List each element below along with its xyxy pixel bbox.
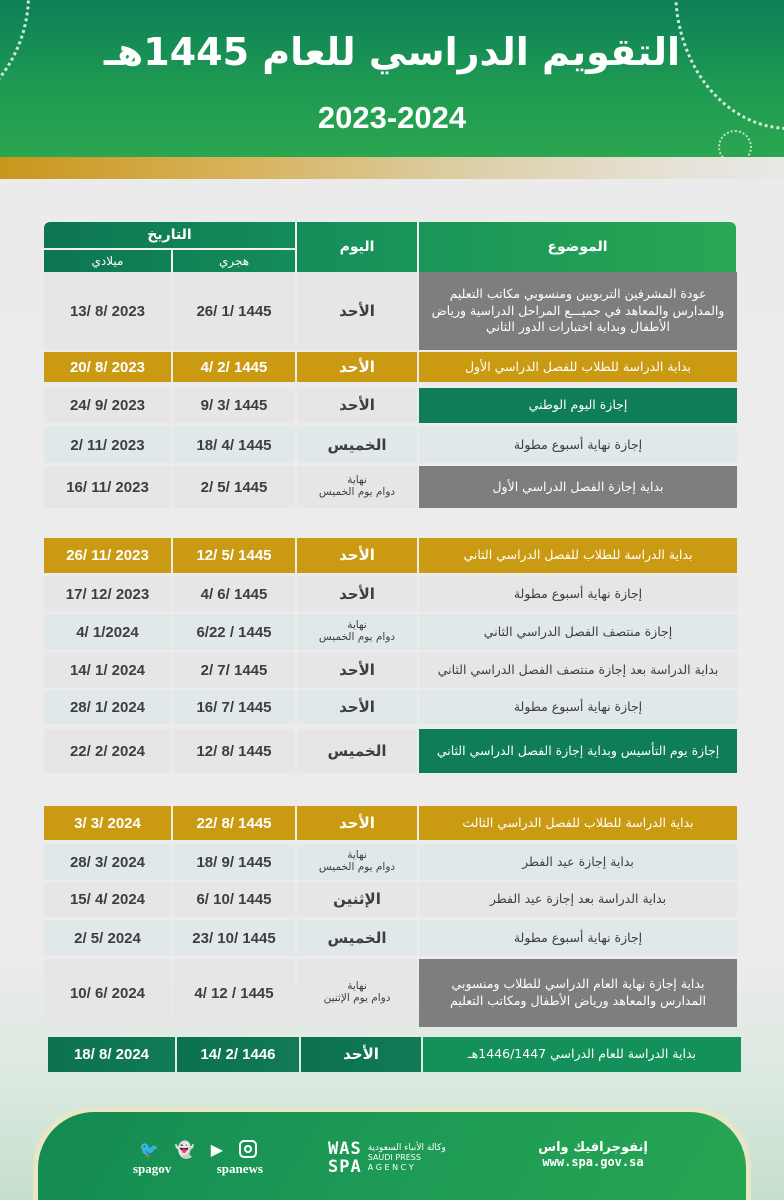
table-row xyxy=(44,844,737,880)
agency-name-en-1: SAUDI PRESS xyxy=(367,1153,421,1162)
hijri-date: 18/ 4/ 1445 xyxy=(173,427,295,463)
gregorian-date: 2/ 5/ 2024 xyxy=(44,920,171,956)
event-subject: إجازة نهاية أسبوع مطولة xyxy=(419,427,737,463)
page-subtitle: 2023-2024 xyxy=(317,100,467,135)
calendar-table xyxy=(44,222,737,272)
day-name: الأحد xyxy=(297,352,417,382)
hijri-date: 6/22 / 1445 xyxy=(173,614,295,650)
table-row xyxy=(44,729,737,773)
table-row xyxy=(44,538,737,573)
table-row xyxy=(44,576,737,612)
twitter-icon[interactable]: 🐦 xyxy=(139,1140,159,1159)
youtube-icon[interactable]: ▶ xyxy=(210,1140,224,1159)
footer-card xyxy=(38,1112,746,1200)
table-row xyxy=(44,466,737,508)
gregorian-date: 10/ 6/ 2024 xyxy=(44,959,171,1027)
gregorian-date: 24/ 9/ 2023 xyxy=(44,388,171,423)
agency-name-ar: وكالة الأنباء السعودية xyxy=(367,1143,446,1153)
event-subject: بداية الدراسة بعد إجازة منتصف الفصل الدراسي الثاني xyxy=(419,652,737,688)
hijri-date: 4/ 2/ 1445 xyxy=(173,352,295,382)
table-row xyxy=(44,959,737,1027)
gold-divider-stripe xyxy=(0,157,784,179)
day-name: الأحد xyxy=(301,1037,421,1072)
event-subject: عودة المشرفين التربويين ومنسوبي مكاتب التعليم والمدارس والمعاهد في جميـــع المراحل الدراسية ورياض الأطفال وبداية اختبارات الدور الثاني xyxy=(419,272,737,350)
day-name: نهاية دوام يوم الخميس xyxy=(297,614,417,650)
page-title: التقويم الدراسي للعام 1445هـ xyxy=(103,30,681,74)
table-row xyxy=(48,1037,741,1072)
day-name: نهاية دوام يوم الخميس xyxy=(297,844,417,880)
event-subject: بداية الدراسة بعد إجازة عيد الفطر xyxy=(419,882,737,917)
social-handle-spanews[interactable]: spanews xyxy=(216,1161,263,1176)
hijri-date: 6/ 10/ 1445 xyxy=(173,882,295,917)
divider xyxy=(417,222,419,272)
event-subject: بداية إجازة عيد الفطر xyxy=(419,844,737,880)
website-link[interactable]: www.spa.gov.sa xyxy=(542,1155,644,1169)
spa-logo xyxy=(328,1140,458,1176)
gregorian-date: 20/ 8/ 2023 xyxy=(44,352,171,382)
header-day: اليوم xyxy=(339,239,375,255)
event-subject: بداية الدراسة للعام الدراسي 1446/1447هـ xyxy=(423,1037,741,1072)
header-banner xyxy=(0,0,784,157)
table-row xyxy=(44,614,737,650)
infographic-credit xyxy=(538,1140,648,1169)
hijri-date: 2/ 5/ 1445 xyxy=(173,466,295,508)
gregorian-date: 28/ 1/ 2024 xyxy=(44,690,171,724)
social-links xyxy=(133,1140,263,1177)
header-hijri: هجري xyxy=(218,254,250,268)
snapchat-icon[interactable]: 👻 xyxy=(174,1140,195,1159)
hijri-date: 22/ 8/ 1445 xyxy=(173,806,295,840)
day-name: الخميس xyxy=(297,427,417,463)
event-subject: إجازة نهاية أسبوع مطولة xyxy=(419,690,737,724)
table-row xyxy=(44,806,737,840)
day-name: الأحد xyxy=(297,690,417,724)
agency-name-en-2: A G E N C Y xyxy=(367,1163,414,1172)
table-row xyxy=(44,427,737,463)
hijri-date: 18/ 9/ 1445 xyxy=(173,844,295,880)
table-row xyxy=(44,652,737,688)
gregorian-date: 3/ 3/ 2024 xyxy=(44,806,171,840)
hijri-date: 4/ 12 / 1445 xyxy=(173,959,295,1027)
event-subject: بداية إجازة الفصل الدراسي الأول xyxy=(419,466,737,508)
spa-logo-mark: WAS SPA xyxy=(328,1139,362,1177)
header-date: التاريخ xyxy=(147,227,192,243)
day-name: الأحد xyxy=(297,388,417,423)
hijri-date: 16/ 7/ 1445 xyxy=(173,690,295,724)
hijri-date: 12/ 8/ 1445 xyxy=(173,729,295,773)
day-name: الأحد xyxy=(297,538,417,573)
infographic-label: إنفوجرافيك واس xyxy=(538,1140,648,1155)
social-handle-spagov[interactable]: spagov xyxy=(133,1161,172,1176)
gregorian-date: 16/ 11/ 2023 xyxy=(44,466,171,508)
gregorian-date: 13/ 8/ 2023 xyxy=(44,272,171,350)
divider xyxy=(44,248,295,250)
gregorian-date: 22/ 2/ 2024 xyxy=(44,729,171,773)
header-gregorian: ميلادي xyxy=(91,254,124,268)
day-name: الخميس xyxy=(297,920,417,956)
instagram-icon[interactable] xyxy=(239,1140,257,1158)
gregorian-date: 2/ 11/ 2023 xyxy=(44,427,171,463)
divider xyxy=(295,222,297,272)
hijri-date: 14/ 2/ 1446 xyxy=(177,1037,299,1072)
event-subject: إجازة منتصف الفصل الدراسي الثاني xyxy=(419,614,737,650)
event-subject: إجازة اليوم الوطني xyxy=(419,388,737,423)
gregorian-date: 18/ 8/ 2024 xyxy=(48,1037,175,1072)
hijri-date: 26/ 1/ 1445 xyxy=(173,272,295,350)
event-subject: إجازة نهاية أسبوع مطولة xyxy=(419,576,737,612)
event-subject: بداية الدراسة للطلاب للفصل الدراسي الثالث xyxy=(419,806,737,840)
table-row xyxy=(44,272,737,350)
table-header xyxy=(44,222,736,272)
gregorian-date: 28/ 3/ 2024 xyxy=(44,844,171,880)
event-subject: بداية إجازة نهاية العام الدراسي للطلاب ومنسوبي المدارس والمعاهد ورياض الأطفال ومكاتب التعليم xyxy=(419,959,737,1027)
table-row xyxy=(44,690,737,724)
header-subject: الموضوع xyxy=(547,239,608,255)
gregorian-date: 14/ 1/ 2024 xyxy=(44,652,171,688)
table-row xyxy=(44,388,737,423)
table-row xyxy=(44,352,737,382)
gregorian-date: 17/ 12/ 2023 xyxy=(44,576,171,612)
day-name: نهاية دوام يوم الخميس xyxy=(297,466,417,508)
gregorian-date: 4/ 1/2024 xyxy=(44,614,171,650)
gregorian-date: 15/ 4/ 2024 xyxy=(44,882,171,917)
divider xyxy=(171,248,173,272)
day-name: الأحد xyxy=(297,576,417,612)
hijri-date: 4/ 6/ 1445 xyxy=(173,576,295,612)
table-row xyxy=(44,882,737,917)
day-name: الأحد xyxy=(297,806,417,840)
table-row xyxy=(44,920,737,956)
day-name: الأحد xyxy=(297,652,417,688)
day-name: الإثنين xyxy=(297,882,417,917)
hijri-date: 9/ 3/ 1445 xyxy=(173,388,295,423)
day-name: نهاية دوام يوم الإثنين xyxy=(297,959,417,1027)
hijri-date: 2/ 7/ 1445 xyxy=(173,652,295,688)
event-subject: إجازة نهاية أسبوع مطولة xyxy=(419,920,737,956)
event-subject: إجازة يوم التأسيس وبداية إجازة الفصل الدراسي الثاني xyxy=(419,729,737,773)
day-name: الأحد xyxy=(297,272,417,350)
day-name: الخميس xyxy=(297,729,417,773)
event-subject: بداية الدراسة للطلاب للفصل الدراسي الثاني xyxy=(419,538,737,573)
hijri-date: 23/ 10/ 1445 xyxy=(173,920,295,956)
gregorian-date: 26/ 11/ 2023 xyxy=(44,538,171,573)
event-subject: بداية الدراسة للطلاب للفصل الدراسي الأول xyxy=(419,352,737,382)
hijri-date: 12/ 5/ 1445 xyxy=(173,538,295,573)
